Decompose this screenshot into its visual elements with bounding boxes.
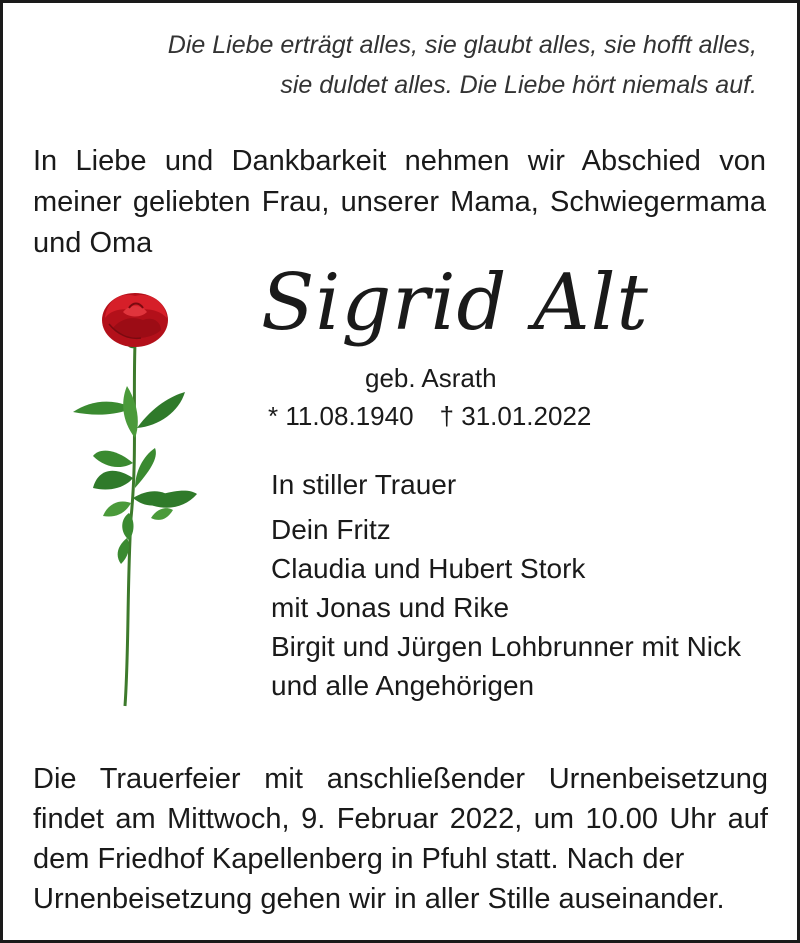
birth-date: * 11.08.1940: [268, 401, 414, 431]
mourner-name: Dein Fritz: [271, 514, 391, 545]
deceased-name: Sigrid Alt: [261, 258, 649, 348]
death-date: † 31.01.2022: [439, 401, 592, 431]
mourners-lead: In stiller Trauer: [271, 469, 457, 500]
funeral-line-3: dem Friedhof Kapellenberg in Pfuhl statt. Nach der: [33, 843, 685, 875]
mourner-name: Claudia und Hubert Stork: [271, 553, 586, 584]
intro-text: [33, 141, 766, 264]
funeral-line-4: Urnenbeisetzung gehen wir in aller Stille auseinander.: [33, 883, 725, 915]
quote-line-2: sie duldet alles. Die Liebe hört niemals auf.: [280, 71, 757, 99]
mourner-name: Birgit und Jürgen Lohbrunner mit Nick: [271, 631, 742, 662]
funeral-line-1: Die Trauerfeier mit anschließender Urnenbeisetzung: [33, 763, 768, 795]
birth-name: geb. Asrath: [365, 363, 497, 393]
funeral-line-2: findet am Mittwoch, 9. Februar 2022, um 10.00 Uhr auf: [33, 803, 768, 835]
mourner-name: und alle Angehörigen: [271, 670, 535, 701]
funeral-details: [33, 759, 768, 919]
red-rose-illustration: [63, 288, 213, 708]
intro-line-1: In Liebe und Dankbarkeit nehmen wir Abschied von: [33, 145, 766, 177]
intro-line-2: meiner geliebten Frau, unserer Mama, Schwiegermama: [33, 186, 766, 218]
mourners-list: [271, 465, 781, 705]
life-dates: [268, 398, 591, 434]
quote-line-1: Die Liebe erträgt alles, sie glaubt alles, sie hofft alles,: [167, 31, 757, 59]
mourner-name: mit Jonas und Rike: [271, 592, 510, 623]
intro-line-3: und Oma: [33, 227, 153, 259]
bible-quote: [57, 25, 757, 105]
